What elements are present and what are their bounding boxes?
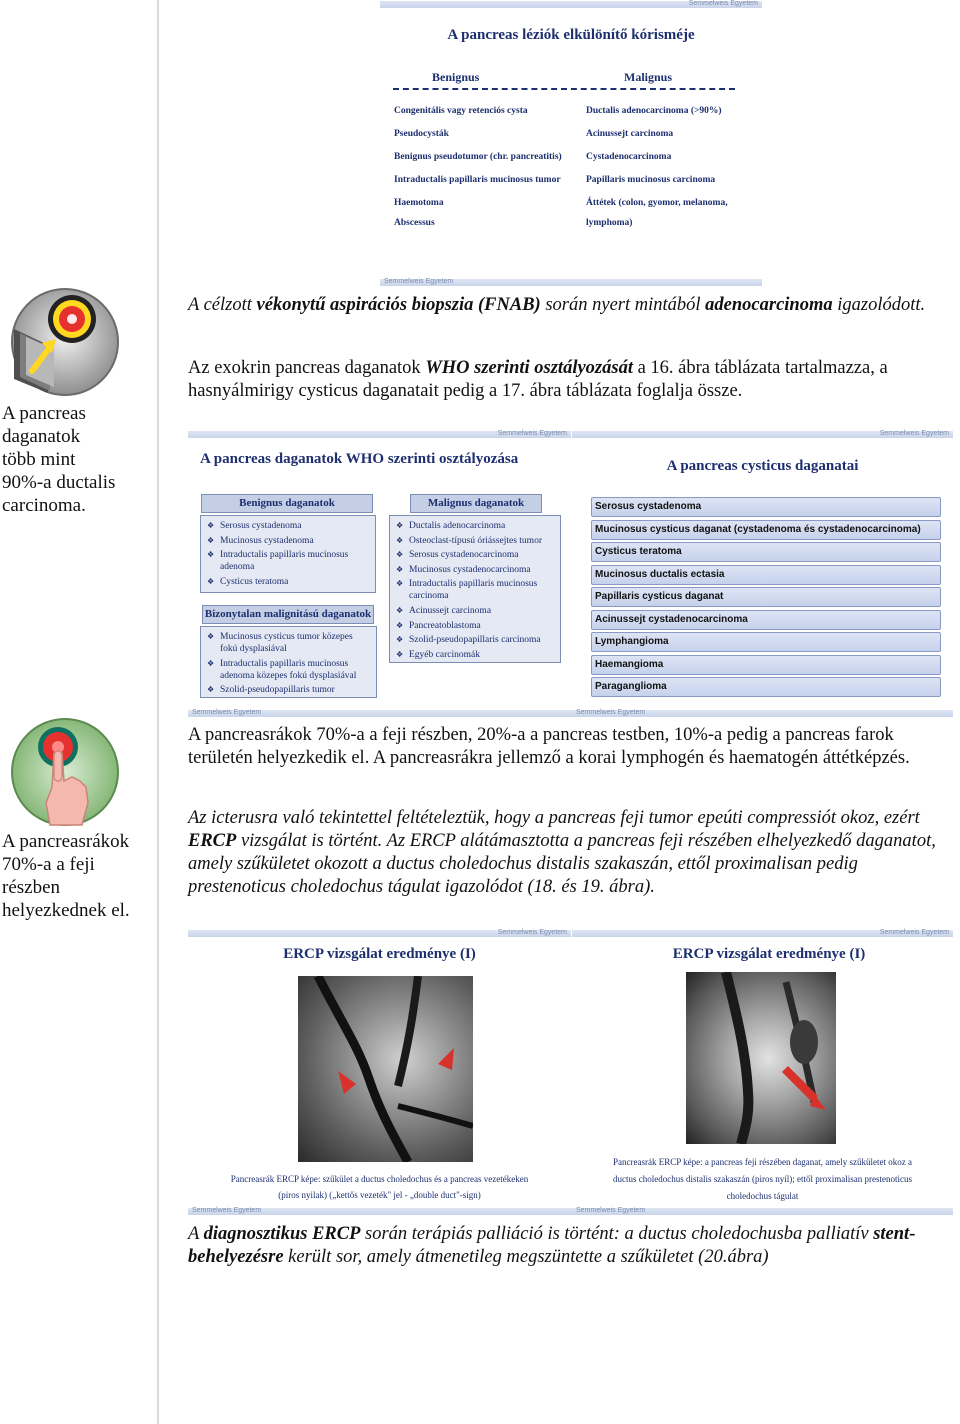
ercp-xray-image-2 <box>686 972 836 1144</box>
text: került sor, amely átmenetileg megszüntette a szűkületet (20.ábra) <box>283 1247 769 1267</box>
list-item: ❖ Mucinosus cysticus tumor közepes fokú dysplasiával <box>207 631 370 655</box>
slide4-caption-line2: (piros nyilak) („kettős vezeték" jel - „double duct"-sign) <box>278 1190 481 1200</box>
slide-banner-label: Semmelweis Egyetem <box>497 430 567 437</box>
ercp-xray-image-1 <box>298 976 473 1162</box>
list-item: ❖ Cysticus teratoma <box>207 576 369 588</box>
slide1-benign-item: Benignus pseudotumor (chr. pancreatitis) <box>394 152 562 162</box>
text: A <box>188 1224 204 1244</box>
hand-button-icon <box>10 717 120 827</box>
text-emphasis: diagnosztikus ERCP <box>203 1224 361 1244</box>
slide-banner-label: Semmelweis Egyetem <box>384 278 454 285</box>
cystic-item: Haemangioma <box>591 655 941 675</box>
cystic-item: Papillaris cysticus daganat <box>591 587 941 607</box>
slide1-malign-item: Papillaris mucinosus carcinoma <box>586 175 716 185</box>
slide-banner <box>188 1208 953 1215</box>
slide5-caption-line3: choledochus tágulat <box>726 1191 799 1201</box>
target-arrow-icon <box>10 287 120 397</box>
slide5-caption-line2: ductus choledochus distalis szakaszán (piros nyíl); ettől proximalisan prestenoticus <box>613 1174 912 1184</box>
slide-banner-label: Semmelweis Egyetem <box>879 929 949 936</box>
text: A célzott <box>188 295 257 315</box>
list-item: ❖ Intraductalis papillaris mucinosus adenoma közepes fokú dysplasiával <box>207 658 370 682</box>
slide4-caption-line1: Pancreasrák ERCP képe: szűkület a ductus choledochus és a pancreas vezetékeken <box>230 1174 529 1184</box>
slide1-benign-item: Abscessus <box>394 218 435 228</box>
slide1-malign-item: Cystadenocarcinoma <box>586 152 672 162</box>
text-emphasis: vékonytű aspirációs biopszia (FNAB) <box>256 295 541 315</box>
text-emphasis: ERCP <box>188 831 237 851</box>
slide5-title: ERCP vizsgálat eredménye (I) <box>672 946 866 962</box>
slide1-benign-item: Haemotoma <box>394 198 444 208</box>
text: Az exokrin pancreas daganatok <box>188 358 426 378</box>
text: a 16. ábra táblázata tartalmazza, a hasnyálmirigy cysticus daganatait pedig a 17. ábra táblázata foglalja össze. <box>188 358 888 401</box>
list-item: ❖ Mucinosus cystadenocarcinoma <box>396 564 554 576</box>
list-item: ❖ Pancreatoblastoma <box>396 620 554 632</box>
who-benign-box <box>200 515 376 593</box>
slide-banner <box>572 930 953 937</box>
list-item: ❖ Intraductalis papillaris mucinosus carcinoma <box>396 578 554 602</box>
slide1-divider <box>393 88 735 90</box>
slide3-title: A pancreas cysticus daganatai <box>666 458 859 474</box>
text: Az icterusra való tekintettel feltételeztük, hogy a pancreas feji tumor epeúti compressiót okoz, ezért <box>188 808 920 828</box>
slide-banner <box>188 431 571 438</box>
slide1-benign-item: Congenitális vagy retenciós cysta <box>394 106 528 116</box>
slide2-title: A pancreas daganatok WHO szerinti osztályozása <box>200 451 519 467</box>
slide5-caption-line1: Pancreasrák ERCP képe: a pancreas feji részében daganat, amely szűkületet okoz a <box>612 1157 913 1167</box>
slide1-benign-item: Pseudocysták <box>394 129 449 139</box>
text: vizsgálat is történt. Az ERCP alátámasztotta a pancreas feji részében elhelyezkedő daganatot, amely szűkületet okozott a ductus choledochus distalis szakaszán, ettől proximalisan pedig prestenoticus choledochus tágulat igazolódot (18. és 19. ábra). <box>188 831 936 897</box>
slide-banner <box>380 1 762 8</box>
paragraph-fnab <box>188 294 953 317</box>
slide-banner-label: Semmelweis Egyetem <box>576 709 646 716</box>
text-emphasis: stent-behelyezésre <box>188 1224 916 1267</box>
slide1-col-malign: Malignus <box>624 70 673 84</box>
slide-banner-label: Semmelweis Egyetem <box>576 1207 646 1214</box>
text: során nyert mintából <box>540 295 706 315</box>
who-malign-header: Malignus daganatok <box>410 494 542 513</box>
slide1-col-benign: Benignus <box>432 70 480 84</box>
slide1-malign-item: lymphoma) <box>586 218 633 228</box>
slide4-title: ERCP vizsgálat eredménye (I) <box>283 946 476 962</box>
text: során terápiás palliáció is történt: a ductus choledochusba palliatív <box>360 1224 874 1244</box>
paragraph-ercp <box>188 807 953 899</box>
paragraph-localization: A pancreasrákok 70%-a a feji részben, 20%-a a pancreas testben, 10%-a pedig a pancreas farok területén helyezkedik el. A pancreasrákra jellemző a korai lymphogén és haematogén áttétképzés. <box>188 725 910 768</box>
cystic-item: Mucinosus ductalis ectasia <box>591 565 941 585</box>
slide1-benign-item: Intraductalis papillaris mucinosus tumor <box>394 175 561 185</box>
sidebar-note-1: A pancreas daganatok több mint 90%-a ductalis carcinoma. <box>2 403 116 516</box>
slide1-title: A pancreas léziók elkülönítő kórisméje <box>447 27 695 43</box>
paragraph-who <box>188 357 953 403</box>
text-emphasis: WHO szerinti osztályozását <box>425 358 633 378</box>
who-malign-box <box>389 515 561 663</box>
slide-banner <box>380 279 762 286</box>
slide-banner-label: Semmelweis Egyetem <box>192 709 262 716</box>
cystic-item: Lymphangioma <box>591 632 941 652</box>
cystic-item: Serosus cystadenoma <box>591 497 941 517</box>
list-item: ❖ Osteoclast-típusú óriássejtes tumor <box>396 535 554 547</box>
list-item: ❖ Serosus cystadenocarcinoma <box>396 549 554 561</box>
cystic-item: Mucinosus cysticus daganat (cystadenoma és cystadenocarcinoma) <box>591 520 941 540</box>
list-item: ❖ Serosus cystadenoma <box>207 520 369 532</box>
who-uncertain-header: Bizonytalan malignitású daganatok <box>202 605 374 624</box>
slide-banner-label: Semmelweis Egyetem <box>192 1207 262 1214</box>
margin-divider <box>157 0 159 1424</box>
list-item: ❖ Szolid-pseudopapillaris carcinoma <box>396 634 554 646</box>
text-emphasis: adenocarcinoma <box>705 295 833 315</box>
list-item: ❖ Acinussejt carcinoma <box>396 605 554 617</box>
cystic-item: Cysticus teratoma <box>591 542 941 562</box>
slide-banner-label: Semmelweis Egyetem <box>497 929 567 936</box>
slide-banner <box>572 431 953 438</box>
sidebar-note-2: A pancreasrákok 70%-a a feji részben helyezkednek el. <box>2 831 130 921</box>
list-item: ❖ Mucinosus cystadenoma <box>207 535 369 547</box>
slide1-malign-item: Acinussejt carcinoma <box>586 129 674 139</box>
slide-banner <box>188 710 953 717</box>
text: igazolódott. <box>832 295 926 315</box>
list-item: ❖ Szolid-pseudopapillaris tumor <box>207 684 370 696</box>
list-item: ❖ Ductalis adenocarcinoma <box>396 520 554 532</box>
slide-banner-label: Semmelweis Egyetem <box>879 430 949 437</box>
who-uncertain-box <box>200 626 377 698</box>
slide-banner <box>188 930 571 937</box>
cystic-item: Paraganglioma <box>591 677 941 697</box>
cystic-item: Acinussejt cystadenocarcinoma <box>591 610 941 630</box>
slide1-malign-item: Áttétek (colon, gyomor, melanoma, <box>586 198 728 208</box>
slide-banner-label: Semmelweis Egyetem <box>688 0 758 7</box>
who-benign-header: Benignus daganatok <box>201 494 373 513</box>
list-item: ❖ Egyéb carcinomák <box>396 649 554 661</box>
paragraph-stent <box>188 1223 953 1269</box>
list-item: ❖ Intraductalis papillaris mucinosus adenoma <box>207 549 369 573</box>
slide1-malign-item: Ductalis adenocarcinoma (>90%) <box>586 106 722 116</box>
